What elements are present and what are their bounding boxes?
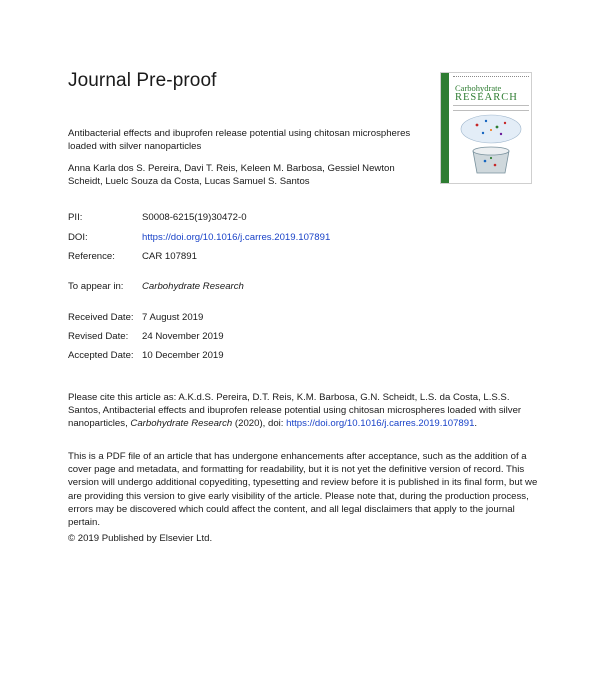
pii-label: PII: bbox=[68, 212, 83, 223]
citation-text: Please cite this article as: A.K.d.S. Pereira, D.T. Reis, K.M. Barbosa, G.N. Scheidt, L.S. da Costa, L.S.S. Santos, Antibacterial effects and ibuprofen release potential using chitosan microspheres loaded with silver nanoparticles, bbox=[68, 392, 522, 430]
citation-doi-link[interactable]: https://doi.org/10.1016/j.carres.2019.107891 bbox=[286, 418, 475, 430]
revised-date-label: Revised Date: bbox=[68, 331, 129, 342]
citation-suffix: . bbox=[474, 418, 478, 430]
page-title: Journal Pre-proof bbox=[68, 70, 217, 91]
pii-value: S0008-6215(19)30472-0 bbox=[142, 212, 247, 223]
received-date-label: Received Date: bbox=[68, 312, 134, 323]
accepted-date-label: Accepted Date: bbox=[68, 350, 134, 361]
copyright-notice: © 2019 Published by Elsevier Ltd. bbox=[68, 533, 213, 544]
doi-label: DOI: bbox=[68, 232, 88, 243]
cover-topline bbox=[453, 76, 529, 79]
cover-brand-line2: RESEARCH bbox=[455, 92, 518, 103]
citation-paragraph bbox=[68, 391, 538, 431]
article-authors: Anna Karla dos S. Pereira, Davi T. Reis, Keleen M. Barbosa, Gessiel Newton Scheidt, Luelc Souza da Costa, Lucas Samuel S. Santos bbox=[68, 163, 395, 187]
cover-subline bbox=[453, 105, 529, 111]
reference-label: Reference: bbox=[68, 251, 115, 262]
reference-value: CAR 107891 bbox=[142, 251, 197, 262]
citation-journal: Carbohydrate Research bbox=[130, 418, 233, 430]
accepted-date-value: 10 December 2019 bbox=[142, 350, 224, 361]
article-title: Antibacterial effects and ibuprofen release potential using chitosan microspheres loaded with silver nanoparticles bbox=[68, 128, 411, 152]
journal-cover-image bbox=[440, 72, 532, 184]
cover-illustration-icon bbox=[453, 113, 529, 181]
received-date-value: 7 August 2019 bbox=[142, 312, 204, 323]
cover-sidebar-stripe bbox=[441, 73, 449, 183]
cover-brand-line1: Carbohydrate bbox=[455, 83, 502, 93]
revised-date-value: 24 November 2019 bbox=[142, 331, 224, 342]
citation-middle: (2020), doi: bbox=[232, 418, 287, 430]
notice-paragraph: This is a PDF file of an article that has undergone enhancements after acceptance, such as the addition of a cover page and metadata, and formatting for readability, but it is not yet the definitive version of record. This version will undergo additional copyediting, typesetting and review before it is published in its final form, but we are providing this version to give early visibility of the article. Please note that, during the production process, errors may be discovered which could affect the content, and all legal disclaimers that apply to the journal pertain. bbox=[68, 451, 538, 529]
appear-in-label: To appear in: bbox=[68, 281, 124, 292]
doi-link[interactable]: https://doi.org/10.1016/j.carres.2019.107891 bbox=[142, 232, 331, 243]
journal-name: Carbohydrate Research bbox=[142, 281, 244, 292]
